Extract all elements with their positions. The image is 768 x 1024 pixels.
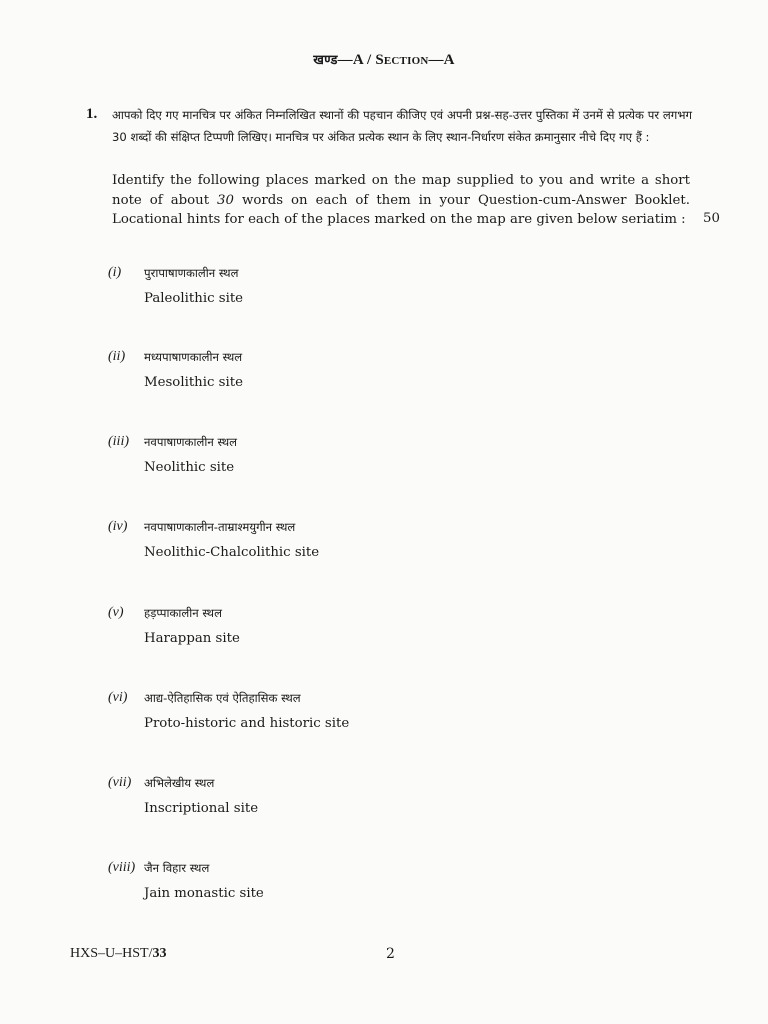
list-item — [108, 519, 608, 579]
item-hindi: जैन विहार स्थल — [144, 861, 210, 875]
item-number: (vi) — [108, 690, 128, 705]
item-english: Neolithic-Chalcolithic site — [144, 545, 320, 560]
item-english: Inscriptional site — [144, 801, 259, 816]
item-english: Harappan site — [144, 631, 240, 646]
item-hindi: नवपाषाणकालीन-ताम्राश्मयुगीन स्थल — [144, 520, 296, 534]
question-english-num: 30 — [217, 192, 234, 208]
item-hindi: अभिलेखीय स्थल — [144, 776, 215, 790]
section-header-word: Section — [375, 52, 429, 68]
question-text-english — [112, 171, 690, 230]
list-item — [108, 349, 608, 409]
question-marks: 50 — [703, 211, 720, 226]
paper-code — [70, 946, 166, 962]
item-number: (vii) — [108, 775, 132, 790]
item-english: Proto-historic and historic site — [144, 716, 350, 731]
list-item — [108, 434, 608, 494]
item-number: (viii) — [108, 860, 136, 875]
item-english: Paleolithic site — [144, 291, 244, 306]
item-number: (iii) — [108, 434, 129, 449]
item-hindi: मध्यपाषाणकालीन स्थल — [144, 350, 243, 364]
list-item — [108, 860, 608, 920]
list-item — [108, 690, 608, 750]
section-header-dash: —A / — [337, 52, 376, 68]
item-number: (iv) — [108, 519, 128, 534]
item-hindi: आद्य-ऐतिहासिक एवं ऐतिहासिक स्थल — [144, 691, 301, 705]
page-number: 2 — [386, 946, 395, 962]
item-number: (ii) — [108, 349, 126, 364]
list-item — [108, 605, 608, 665]
section-header — [0, 50, 768, 69]
question-text-hindi: आपको दिए गए मानचित्र पर अंकित निम्नलिखित स्थानों की पहचान कीजिए एवं अपनी प्रश्न-सह-उत्तर पुस्तिका में उनमें से प्रत्येक पर लगभग 30 शब्दों की संक्षिप्त टिप्पणी लिखिए। मानचित्र पर अंकित प्रत्येक स्थान के लिए स्थान-निर्धारण संकेत क्रमानुसार नीचे दिए गए हैं : — [112, 108, 692, 144]
question-english-post: words on each of them in your Question-cum-Answer Booklet. Locational hints for each of the places marked on the map are given below seriatim : — [112, 192, 690, 227]
question-english-pre: Identify the following places marked on the map supplied to you and write a short note of about — [112, 173, 690, 208]
item-hindi: पुरापाषाणकालीन स्थल — [144, 266, 239, 280]
item-english: Neolithic site — [144, 460, 235, 475]
item-hindi: हड़प्पाकालीन स्थल — [144, 606, 222, 620]
item-english: Mesolithic site — [144, 375, 243, 390]
list-item — [108, 775, 608, 835]
item-number: (i) — [108, 265, 122, 280]
section-header-suffix: —A — [428, 52, 455, 68]
item-hindi: नवपाषाणकालीन स्थल — [144, 435, 237, 449]
item-number: (v) — [108, 605, 124, 620]
paper-code-prefix: HXS–U–HST/ — [70, 946, 153, 961]
item-english: Jain monastic site — [144, 886, 264, 901]
list-item — [108, 265, 608, 325]
question-number: 1. — [86, 106, 98, 122]
paper-code-number: 33 — [152, 946, 167, 961]
section-header-hindi: खण्ड — [313, 53, 338, 68]
